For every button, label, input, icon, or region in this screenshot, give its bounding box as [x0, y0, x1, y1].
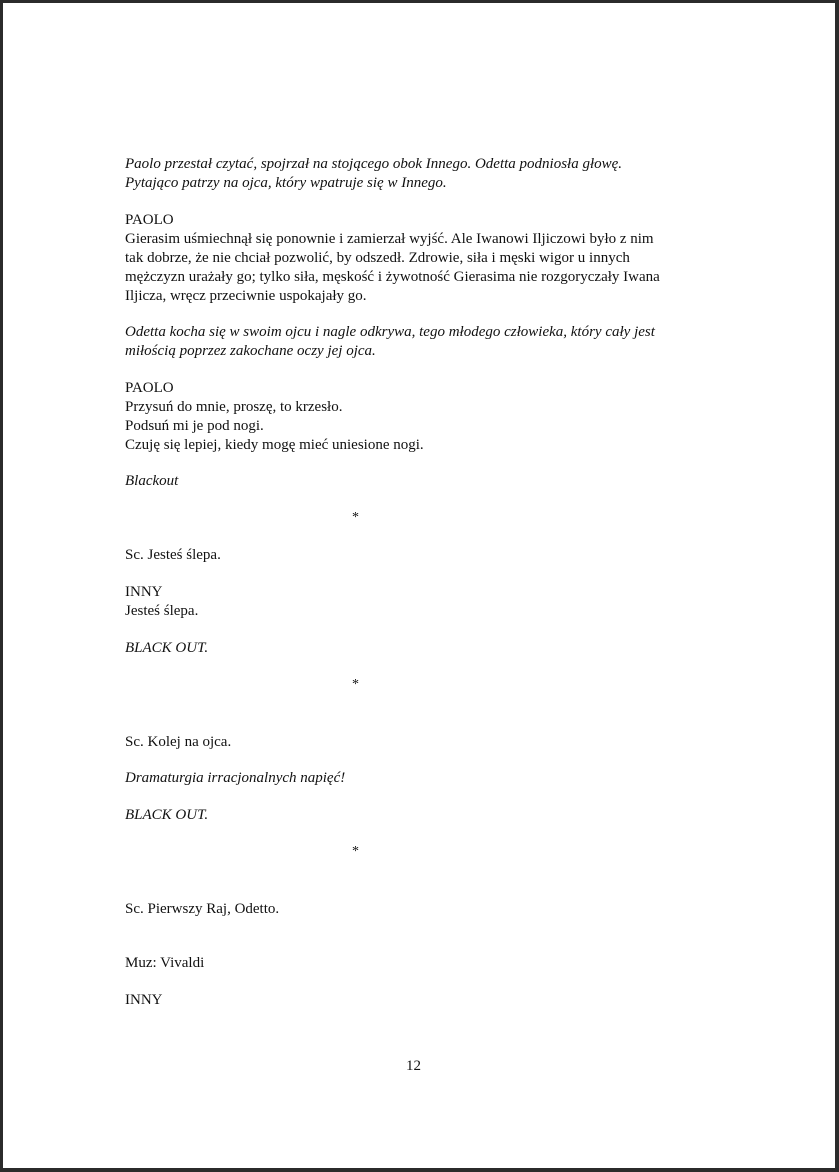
dialogue-line: Podsuń mi je pod nogi.: [125, 418, 264, 434]
scene-separator: *: [352, 844, 359, 859]
stage-direction: Paolo przestał czytać, spojrzał na stojącego obok Innego. Odetta podniosła głowę.: [125, 156, 623, 172]
scene-heading: Sc. Pierwszy Raj, Odetto.: [125, 901, 280, 917]
dialogue-line: tak dobrze, że nie chciał pozwolić, by odszedł. Zdrowie, siła i męski wigor u innych: [125, 250, 630, 266]
dialogue-line: Przysuń do mnie, proszę, to krzesło.: [125, 399, 343, 415]
page-number: 12: [406, 1058, 421, 1074]
dialogue-line: Iljicza, wręcz przeciwnie uspokajały go.: [125, 288, 367, 304]
scene-separator: *: [352, 677, 359, 692]
music-note: Muz: Vivaldi: [125, 955, 205, 971]
stage-direction: BLACK OUT.: [125, 807, 209, 823]
character-name: INNY: [125, 584, 163, 600]
dialogue-line: Jesteś ślepa.: [125, 603, 199, 619]
stage-direction: Blackout: [125, 473, 179, 489]
scene-heading: Sc. Kolej na ojca.: [125, 734, 232, 750]
scene-separator: *: [352, 510, 359, 525]
stage-direction: Pytająco patrzy na ojca, który wpatruje się w Innego.: [125, 175, 447, 191]
stage-direction: BLACK OUT.: [125, 640, 209, 656]
dialogue-line: Czuję się lepiej, kiedy mogę mieć uniesione nogi.: [125, 437, 424, 453]
document-page: [3, 3, 835, 1168]
character-name: INNY: [125, 992, 163, 1008]
stage-direction: Odetta kocha się w swoim ojcu i nagle odkrywa, tego młodego człowieka, który cały jest: [125, 324, 655, 340]
stage-direction: Dramaturgia irracjonalnych napięć!: [125, 770, 346, 786]
character-name: PAOLO: [125, 212, 174, 228]
scene-heading: Sc. Jesteś ślepa.: [125, 547, 221, 563]
dialogue-line: mężczyzn urażały go; tylko siła, męskość i żywotność Gierasima nie rozgoryczały Iwana: [125, 269, 660, 285]
dialogue-line: Gierasim uśmiechnął się ponownie i zamierzał wyjść. Ale Iwanowi Iljiczowi było z nim: [125, 231, 654, 247]
stage-direction: miłością poprzez zakochane oczy jej ojca.: [125, 343, 376, 359]
character-name: PAOLO: [125, 380, 174, 396]
